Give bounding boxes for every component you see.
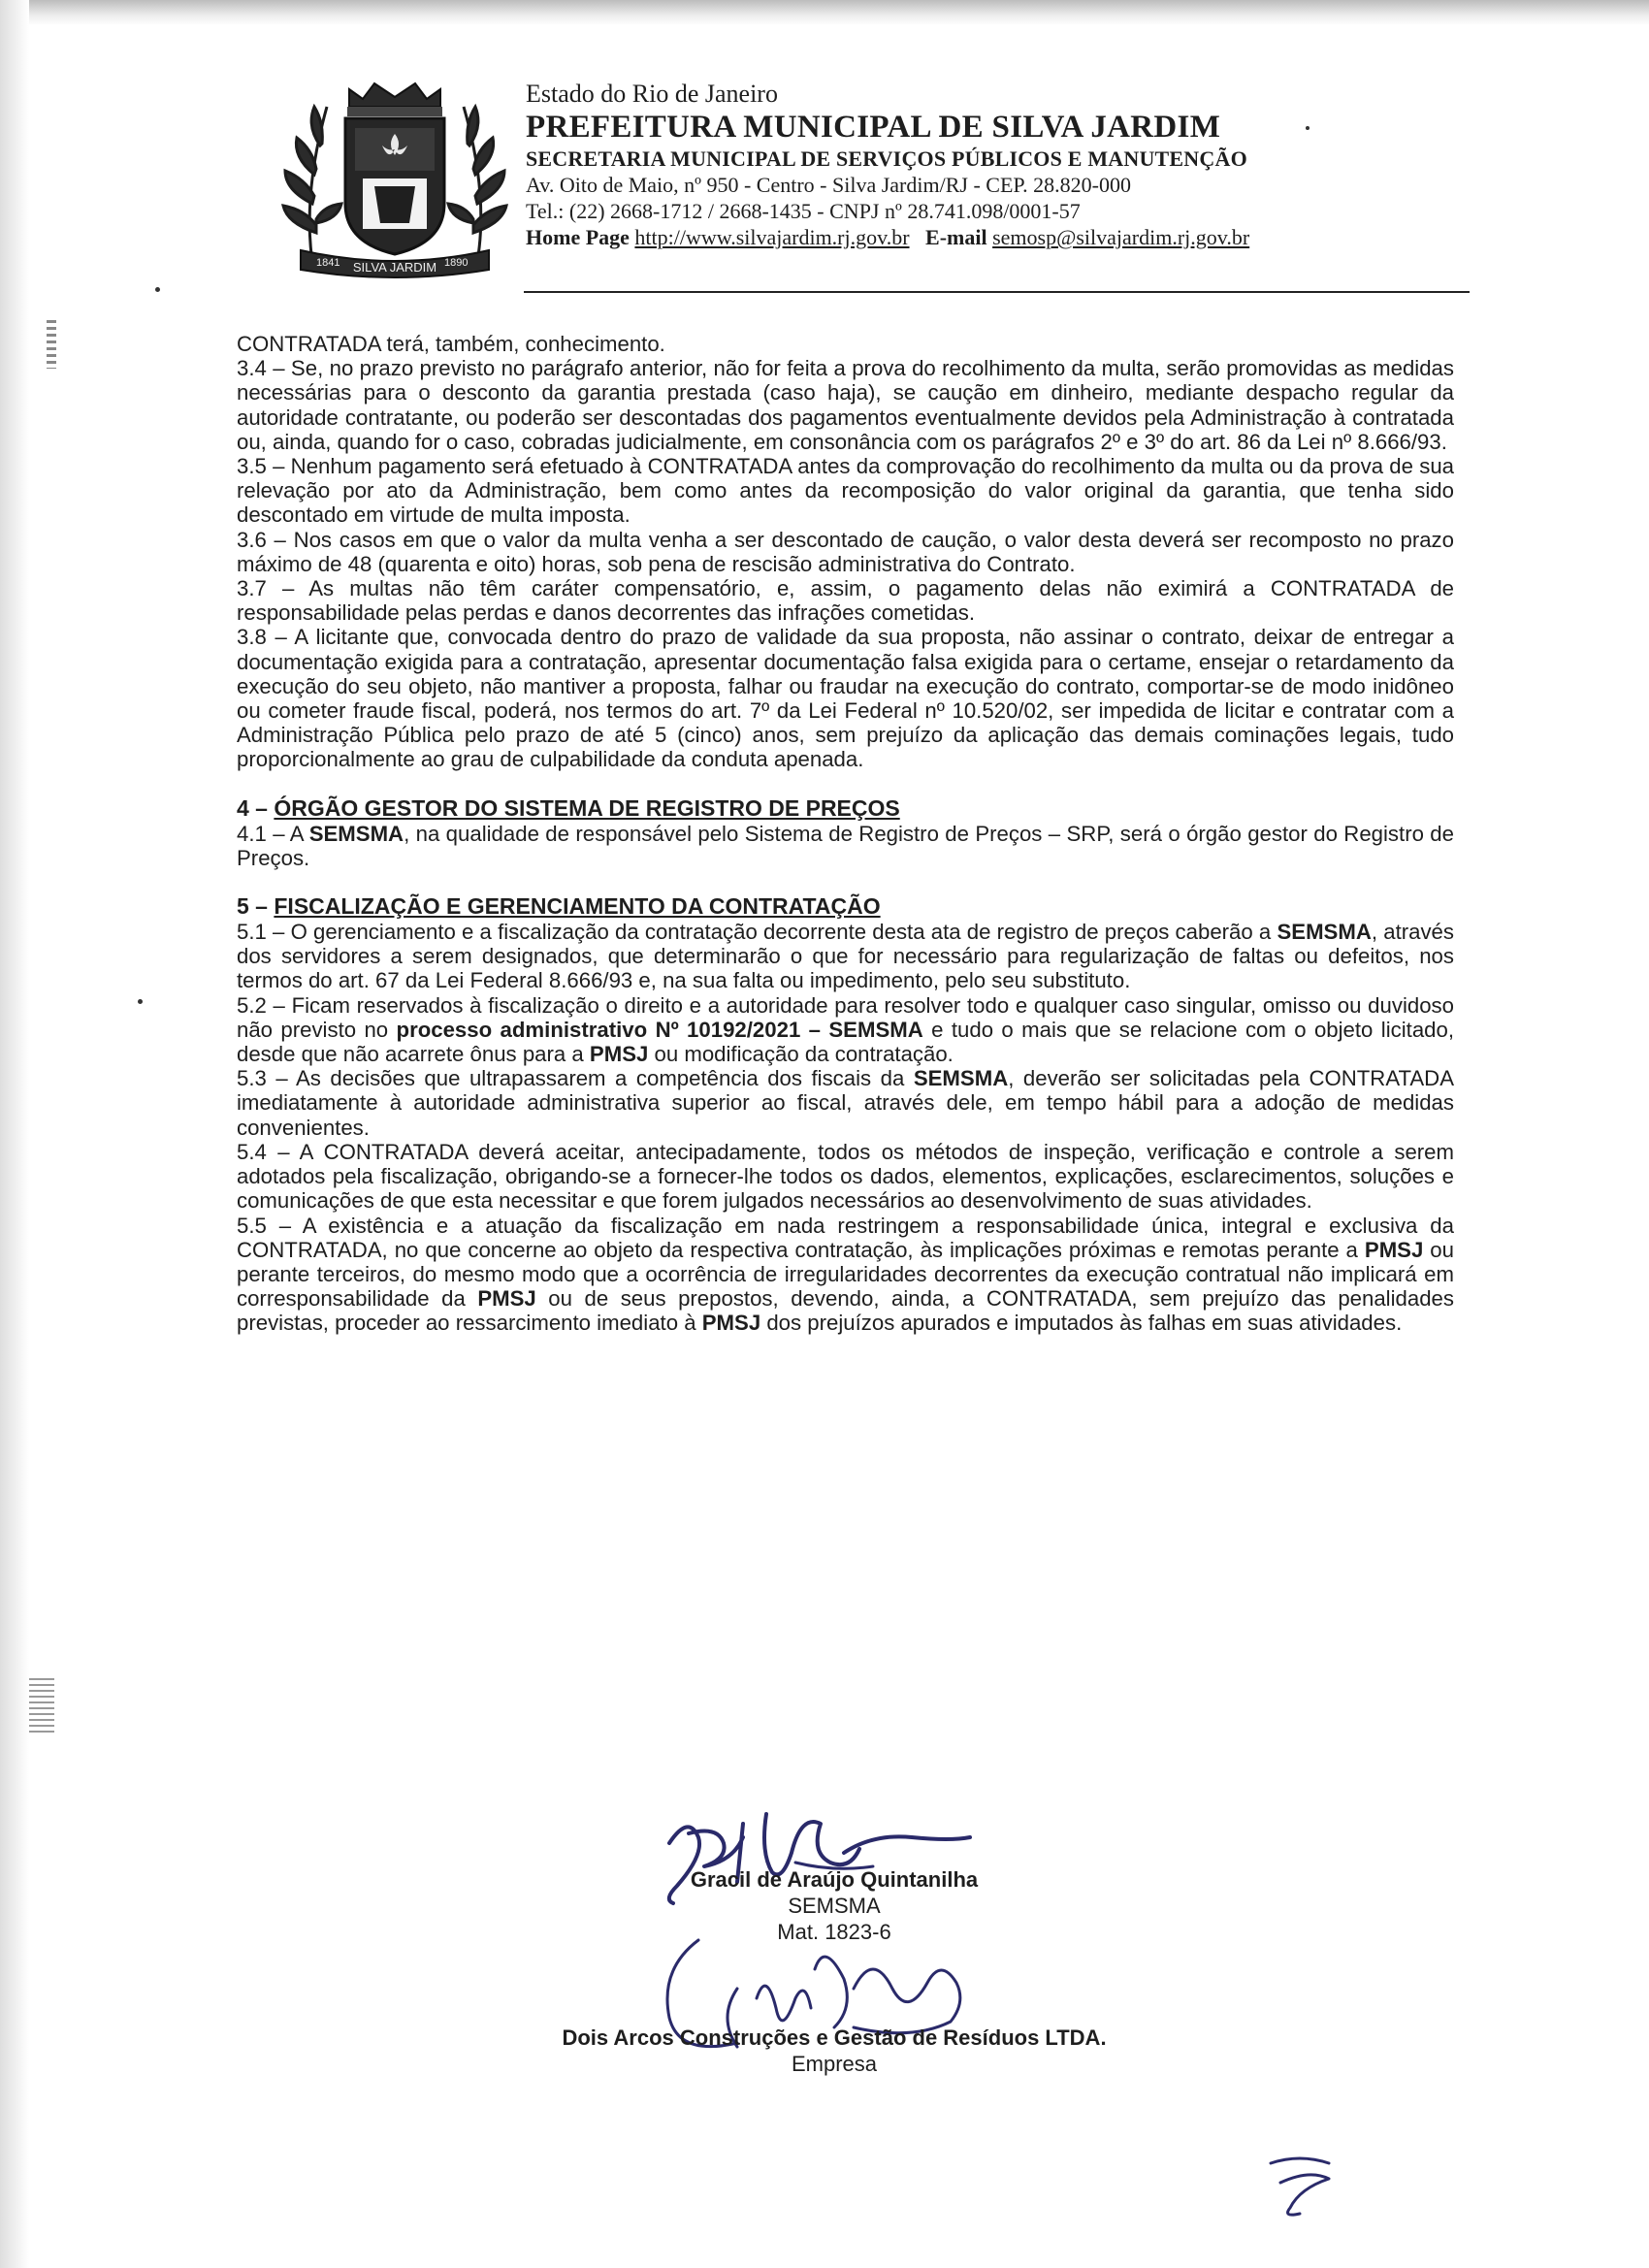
official-registration: Mat. 1823-6	[777, 1920, 891, 1944]
section-4-title: ÓRGÃO GESTOR DO SISTEMA DE REGISTRO DE PREÇOS	[274, 794, 900, 821]
address-line: Av. Oito de Maio, nº 950 - Centro - Silva Jardim/RJ - CEP. 28.820-000	[526, 173, 1132, 197]
section-5-heading	[237, 893, 1454, 920]
clause-5-3: 5.3 – As decisões que ultrapassarem a competência dos fiscais da SEMSMA, deverão ser solicitadas pela CONTRATADA imediatamente à autoridade administrativa superior ao fiscal, através dele, em tempo hábil para a adoção de medidas convenientes.	[237, 1066, 1455, 1140]
section-5-number: 5 –	[237, 893, 268, 920]
clause-5-1: 5.1 – O gerenciamento e a fiscalização da contratação decorrente desta ata de registro de preços caberão a SEMSMA, através dos servidores a serem designados, que determinarão o que for necessário para regularização de faltas ou defeitos, nos termos do art. 67 da Lei Federal 8.666/93 e, na sua falta ou impedimento, pelo seu substituto.	[237, 920, 1454, 993]
scan-top-shadow	[0, 0, 1649, 25]
clause-5-4: 5.4 – A CONTRATADA deverá aceitar, antecipadamente, todos os métodos de inspeção, verificação e controle a serem adotados pela fiscalização, obrigando-se a fornecer-lhe todos os dados, elementos, explicações, esclarecimentos, soluções e comunicações de que esta necessitar e que forem julgados necessários ao desenvolvimento de suas atividades.	[237, 1139, 1454, 1214]
section-5-title: FISCALIZAÇÃO E GERENCIAMENTO DA CONTRATAÇÃO	[274, 893, 881, 920]
scan-speck	[1306, 126, 1310, 130]
entity-pmsj: PMSJ	[1364, 1237, 1424, 1262]
official-name: Gracil de Araújo Quintanilha	[690, 1867, 979, 1892]
entity-pmsj: PMSJ	[701, 1311, 761, 1336]
entity-pmsj: PMSJ	[589, 1042, 649, 1067]
prefeitura-name: PREFEITURA MUNICIPAL DE SILVA JARDIM	[526, 110, 1221, 145]
entity-semsma: SEMSMA	[1277, 920, 1372, 945]
process-number: processo administrativo Nº 10192/2021 – SEMSMA	[396, 1017, 923, 1042]
crest-motto: SILVA JARDIM	[352, 260, 437, 275]
company-name: Dois Arcos Construções e Gestão de Resíduos LTDA.	[562, 2025, 1107, 2050]
clause-4-1: 4.1 – A SEMSMA, na qualidade de responsável pelo Sistema de Registro de Preços – SRP, será o órgão gestor do Registro de Preços.	[237, 821, 1454, 870]
municipal-crest-emblem	[274, 78, 516, 281]
entity-pmsj: PMSJ	[477, 1286, 536, 1312]
entity-semsma: SEMSMA	[913, 1066, 1009, 1091]
clause-3-4: 3.4 – Se, no prazo previsto no parágrafo anterior, não for feita a prova do recolhimento da multa, serão promovidas as medidas necessárias para o desconto da garantia prestada (caso haja), se caução em dinheiro, mediante despacho regular da autoridade contratante, ou poderão ser descontadas dos pagamentos eventualmente devidos pela Administração à contratada ou, ainda, quando for o caso, cobradas judicialmente, em consonância com os parágrafos 2º e 3º do art. 86 da Lei nº 8.666/93.	[237, 356, 1454, 454]
document-body	[237, 332, 1454, 1336]
clause-3-5: 3.5 – Nenhum pagamento será efetuado à CONTRATADA antes da comprovação do recolhimento da multa ou da prova de sua relevação por ato da Administração, bem como antes da recomposição do valor original da garantia, que tenha sido descontado em virtude de multa imposta.	[237, 454, 1454, 528]
email-link[interactable]: semosp@silvajardim.rj.gov.br	[992, 225, 1250, 249]
email-label: E-mail	[925, 225, 987, 249]
signature-block	[466, 1866, 1203, 2077]
phone-cnpj-line: Tel.: (22) 2668-1712 / 2668-1435 - CNPJ nº 28.741.098/0001-57	[526, 199, 1081, 223]
company-role: Empresa	[791, 2052, 878, 2076]
scan-margin-artifact	[47, 320, 56, 369]
initials-mark	[1261, 2144, 1348, 2221]
crest-year-left: 1841	[316, 257, 340, 269]
state-name: Estado do Rio de Janeiro	[526, 80, 778, 108]
letterhead	[526, 80, 1496, 250]
secretaria-name: SECRETARIA MUNICIPAL DE SERVIÇOS PÚBLICOS E MANUTENÇÃO	[526, 146, 1247, 171]
clause-5-5: 5.5 – A existência e a atuação da fiscalização em nada restringem a responsabilidade única, integral e exclusiva da CONTRATADA, no que concerne ao objeto da respectiva contratação, às implicações próximas e remotas perante a PMSJ ou perante terceiros, do mesmo modo que a ocorrência de irregularidades decorrentes da execução contratual não implicará em corresponsabilidade da PMSJ ou de seus prepostos, devendo, ainda, a CONTRATADA, sem prejuízo das penalidades previstas, proceder ao ressarcimento imediato à PMSJ dos prejuízos apurados e imputados às falhas em suas atividades.	[237, 1213, 1454, 1336]
homepage-link[interactable]: http://www.silvajardim.rj.gov.br	[634, 225, 910, 249]
clause-5-2: 5.2 – Ficam reservados à fiscalização o direito e a autoridade para resolver todo e qualquer caso singular, omisso ou duvidoso não previsto no processo administrativo Nº 10192/2021 – SEMSMA e tudo o mais que se relacione com o objeto licitado, desde que não acarrete ônus para a PMSJ ou modificação da contratação.	[237, 992, 1455, 1067]
paragraph-continuation: CONTRATADA terá, também, conhecimento.	[237, 332, 665, 356]
header-divider	[524, 291, 1470, 293]
section-4-heading	[237, 795, 1454, 822]
homepage-label: Home Page	[526, 225, 630, 249]
clause-3-8: 3.8 – A licitante que, convocada dentro do prazo de validade da sua proposta, não assinar o contrato, deixar de entregar a documentação exigida para a contratação, apresentar documentação falsa exigida para o certame, ensejar o retardamento da execução do seu objeto, não mantiver a proposta, falhar ou fraudar na execução do contrato, comportar-se de modo inidôneo ou cometer fraude fiscal, poderá, nos termos do art. 7º da Lei Federal nº 10.520/02, ser impedida de licitar e contratar com a Administração Pública pelo prazo de até 5 (cinco) anos, sem prejuízo da aplicação das demais cominações legais, tudo proporcionalmente ao grau de culpabilidade da conduta apenada.	[237, 625, 1454, 772]
crest-year-right: 1890	[444, 257, 469, 269]
scan-speck	[155, 287, 160, 292]
clause-3-6: 3.6 – Nos casos em que o valor da multa venha a ser descontado de caução, o valor desta deverá ser recomposto no prazo máximo de 48 (quarenta e oito) horas, sob pena de rescisão administrativa do Contrato.	[237, 527, 1454, 576]
official-organization: SEMSMA	[788, 1894, 881, 1918]
section-4-number: 4 –	[237, 794, 268, 821]
scan-left-edge	[0, 0, 29, 2268]
scan-margin-artifact	[29, 1678, 54, 1736]
entity-semsma: SEMSMA	[308, 821, 404, 846]
scan-speck	[138, 999, 143, 1004]
clause-3-7: 3.7 – As multas não têm caráter compensatório, e, assim, o pagamento delas não eximirá a CONTRATADA de responsabilidade pelas perdas e danos decorrentes das infrações cometidas.	[237, 576, 1454, 626]
contact-line	[526, 224, 1496, 250]
